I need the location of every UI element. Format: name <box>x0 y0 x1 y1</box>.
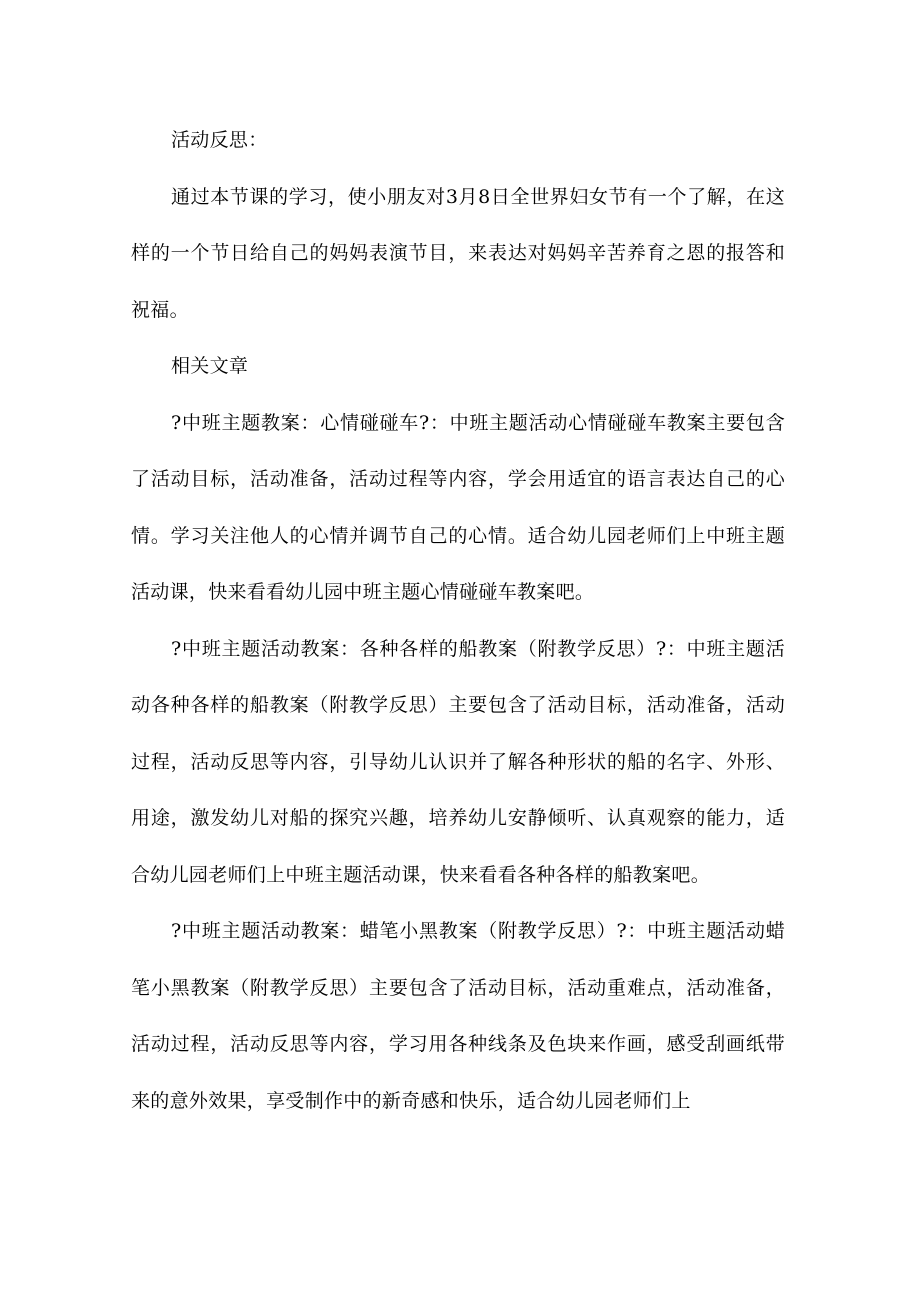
related-articles-heading: 相关文章 <box>171 355 249 377</box>
related-article-1: ?中班主题教案：心情碰碰车?：中班主题活动心情碰碰车教案主要包含了活动目标，活动准备，活动过程等内容，学会用适宜的语言表达自己的心情。学习关注他人的心情并调节自己的心情。适合幼儿园老师们上中班主题活动课，快来看看幼儿园中班主题心情碰碰车教案吧。 <box>131 411 785 603</box>
related-article-3: ?中班主题活动教案：蜡笔小黑教案（附教学反思）?：中班主题活动蜡笔小黑教案（附教学反思）主要包含了活动目标，活动重难点，活动准备，活动过程，活动反思等内容，学习用各种线条及色块来作画，感受刮画纸带来的意外效果，享受制作中的新奇感和快乐，适合幼儿园老师们上 <box>131 920 785 1112</box>
reflection-heading: 活动反思： <box>171 129 268 151</box>
document-page <box>131 112 785 1129</box>
related-article-2: ?中班主题活动教案：各种各样的船教案（附教学反思）?：中班主题活动各种各样的船教案（附教学反思）主要包含了活动目标，活动准备，活动过程，活动反思等内容，引导幼儿认识并了解各种形状的船的名字、外形、用途，激发幼儿对船的探究兴趣，培养幼儿安静倾听、认真观察的能力，适合幼儿园老师们上中班主题活动课，快来看看各种各样的船教案吧。 <box>131 637 785 886</box>
reflection-paragraph: 通过本节课的学习，使小朋友对3月8日全世界妇女节有一个了解，在这样的一个节日给自己的妈妈表演节目，来表达对妈妈辛苦养育之恩的报答和祝福。 <box>131 185 785 321</box>
